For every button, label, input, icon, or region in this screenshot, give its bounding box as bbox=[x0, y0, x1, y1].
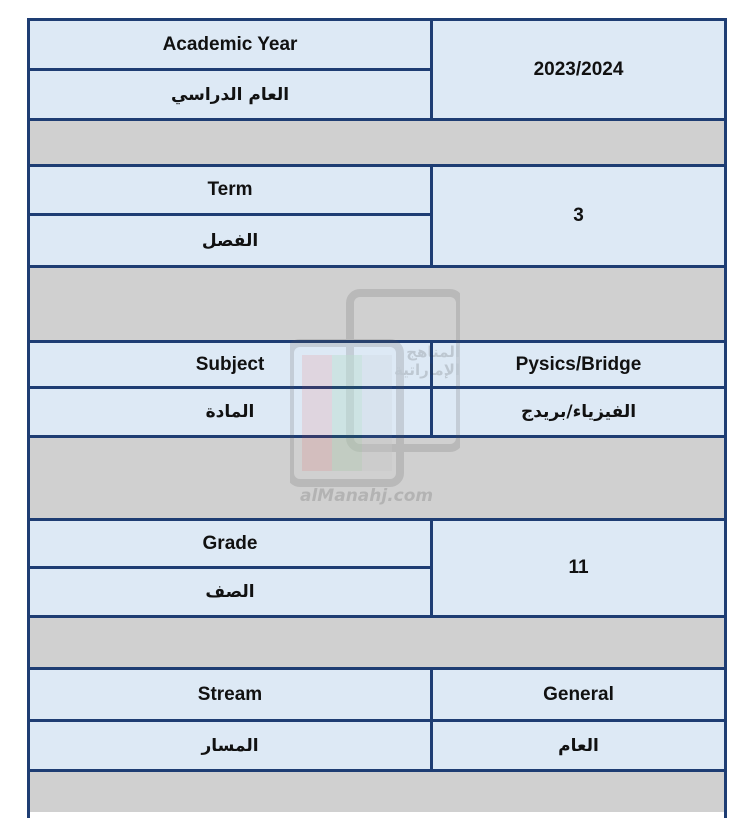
grade-label-ar-text: الصف bbox=[205, 582, 255, 602]
academic-year-label-ar bbox=[30, 71, 430, 118]
spacer-row bbox=[30, 121, 724, 164]
academic-year-label-ar-text: العام الدراسي bbox=[170, 84, 290, 105]
divider bbox=[430, 521, 433, 615]
stream-label-en bbox=[30, 670, 430, 719]
academic-year-label-en bbox=[30, 21, 430, 68]
term-label-en-text: Term bbox=[207, 179, 253, 200]
stream-value-ar-text: العام bbox=[558, 735, 599, 756]
grade-value-text: 11 bbox=[568, 557, 589, 578]
grade-label-en bbox=[30, 521, 430, 566]
grade-label-ar bbox=[30, 569, 430, 615]
stream-label-ar-text: المسار bbox=[201, 735, 259, 756]
academic-year-value-text: 2023/2024 bbox=[533, 58, 624, 80]
subject-label-en-text: Subject bbox=[195, 353, 265, 375]
term-value-text: 3 bbox=[573, 205, 584, 226]
divider bbox=[430, 21, 433, 118]
spacer-row bbox=[30, 772, 724, 812]
divider bbox=[30, 719, 724, 722]
subject-value-ar-text: الفيزياء/بريدج bbox=[520, 402, 637, 422]
stream-label-ar bbox=[30, 722, 430, 769]
subject-value-ar bbox=[433, 389, 724, 435]
term-value bbox=[433, 167, 724, 265]
stream-value-ar bbox=[433, 722, 724, 769]
academic-year-value bbox=[433, 21, 724, 118]
term-label-ar bbox=[30, 216, 430, 265]
stream-value-en bbox=[433, 670, 724, 719]
divider bbox=[430, 670, 433, 769]
term-label-en bbox=[30, 167, 430, 213]
subject-label-ar-text: المادة bbox=[205, 402, 255, 422]
spacer-row bbox=[30, 618, 724, 667]
subject-value-en-text: Pysics/Bridge bbox=[515, 353, 642, 375]
term-label-ar-text: الفصل bbox=[201, 230, 259, 251]
stream-label-en-text: Stream bbox=[197, 683, 263, 705]
subject-value-en bbox=[433, 343, 724, 386]
divider bbox=[430, 343, 433, 435]
subject-label-en bbox=[30, 343, 430, 386]
divider bbox=[430, 167, 433, 265]
spacer-row bbox=[30, 438, 724, 518]
grade-label-en-text: Grade bbox=[202, 532, 258, 554]
divider bbox=[30, 68, 430, 71]
subject-label-ar bbox=[30, 389, 430, 435]
stream-value-en-text: General bbox=[543, 683, 614, 705]
divider bbox=[30, 213, 430, 216]
academic-year-label-en-text: Academic Year bbox=[162, 33, 298, 55]
grade-value bbox=[433, 521, 724, 615]
divider bbox=[30, 386, 724, 389]
info-table bbox=[27, 18, 727, 818]
divider bbox=[30, 566, 430, 569]
spacer-row bbox=[30, 268, 724, 340]
